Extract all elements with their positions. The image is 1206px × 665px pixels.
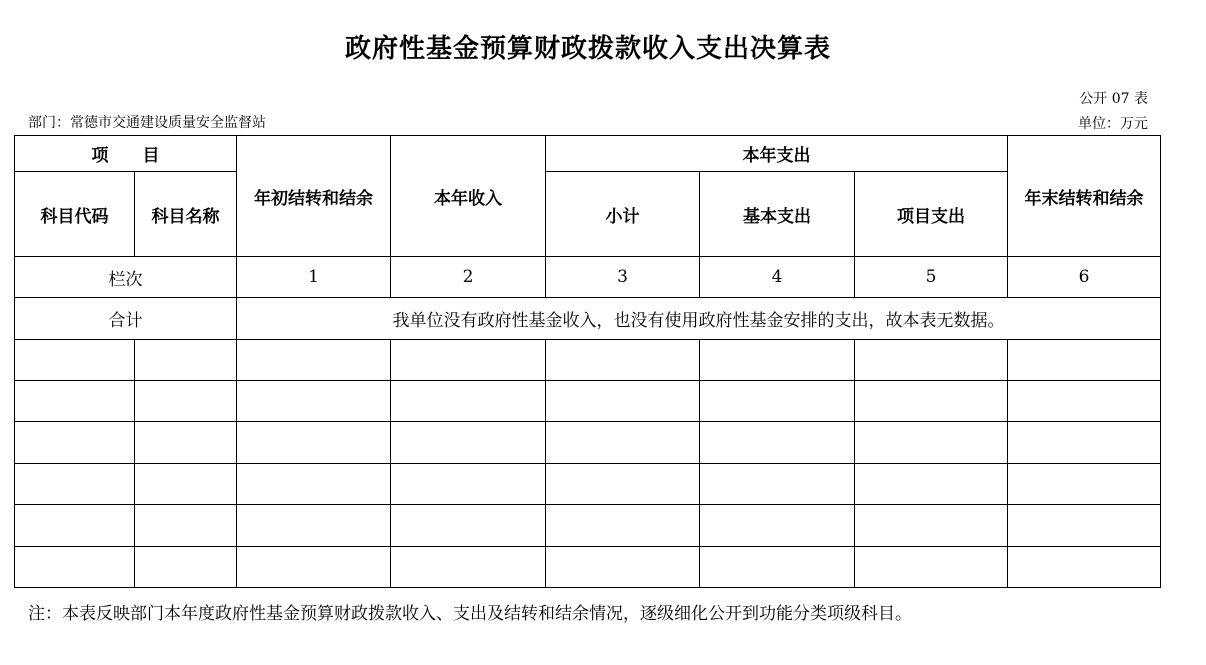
empty-cell — [135, 464, 237, 505]
column-number: 5 — [855, 257, 1008, 298]
header-opening-balance: 年初结转和结余 — [237, 136, 391, 257]
table-row — [15, 381, 1161, 422]
empty-cell — [1008, 381, 1161, 422]
header-closing-balance: 年末结转和结余 — [1008, 136, 1161, 257]
empty-cell — [1008, 340, 1161, 381]
empty-cell — [1008, 464, 1161, 505]
empty-cell — [855, 464, 1008, 505]
table-row — [15, 422, 1161, 464]
empty-cell — [135, 422, 237, 464]
no-data-message: 我单位没有政府性基金收入，也没有使用政府性基金安排的支出，故本表无数据。 — [237, 298, 1161, 340]
empty-cell — [15, 381, 135, 422]
empty-cell — [855, 547, 1008, 588]
column-number-label: 栏次 — [15, 257, 237, 298]
empty-cell — [391, 381, 546, 422]
total-row — [15, 298, 1161, 340]
empty-cell — [546, 505, 700, 547]
empty-cell — [700, 340, 855, 381]
column-number: 6 — [1008, 257, 1161, 298]
header-basic-expenditure: 基本支出 — [700, 172, 855, 257]
table-code: 公开 07 表 — [1079, 91, 1148, 107]
empty-cell — [546, 422, 700, 464]
header-row-2 — [15, 172, 1161, 257]
column-number-row — [15, 257, 1161, 298]
empty-cell — [1008, 505, 1161, 547]
empty-cell — [700, 464, 855, 505]
column-number: 1 — [237, 257, 391, 298]
empty-cell — [135, 547, 237, 588]
empty-cell — [237, 505, 391, 547]
empty-cell — [391, 464, 546, 505]
empty-cell — [546, 340, 700, 381]
empty-cell — [1008, 422, 1161, 464]
empty-cell — [855, 422, 1008, 464]
header-subject-name: 科目名称 — [135, 172, 237, 257]
table-row — [15, 505, 1161, 547]
table-row — [15, 340, 1161, 381]
column-number: 3 — [546, 257, 700, 298]
empty-cell — [391, 340, 546, 381]
empty-cell — [135, 505, 237, 547]
empty-cell — [855, 505, 1008, 547]
budget-table — [14, 135, 1161, 588]
empty-cell — [391, 422, 546, 464]
empty-cell — [135, 381, 237, 422]
empty-cell — [855, 381, 1008, 422]
empty-cell — [237, 422, 391, 464]
empty-cell — [237, 464, 391, 505]
empty-cell — [391, 505, 546, 547]
department-label: 部门：常德市交通建设质量安全监督站 — [28, 115, 266, 131]
column-number: 2 — [391, 257, 546, 298]
empty-cell — [546, 464, 700, 505]
empty-cell — [15, 464, 135, 505]
column-number: 4 — [700, 257, 855, 298]
header-subtotal: 小计 — [546, 172, 700, 257]
empty-cell — [237, 340, 391, 381]
empty-cell — [237, 381, 391, 422]
report-title: 政府性基金预算财政拨款收入支出决算表 — [344, 34, 831, 64]
table-row — [15, 464, 1161, 505]
empty-cell — [700, 547, 855, 588]
empty-cell — [1008, 547, 1161, 588]
total-label: 合计 — [15, 298, 237, 340]
header-income: 本年收入 — [391, 136, 546, 257]
empty-cell — [15, 547, 135, 588]
empty-cell — [135, 340, 237, 381]
empty-cell — [700, 505, 855, 547]
header-expenditure: 本年支出 — [546, 136, 1008, 172]
empty-cell — [15, 422, 135, 464]
empty-cell — [15, 505, 135, 547]
empty-cell — [855, 340, 1008, 381]
header-project-expenditure: 项目支出 — [855, 172, 1008, 257]
header-project: 项 目 — [15, 136, 237, 172]
empty-cell — [700, 381, 855, 422]
footnote: 注：本表反映部门本年度政府性基金预算财政拨款收入、支出及结转和结余情况，逐级细化公开到功能分类项级科目。 — [28, 604, 912, 624]
header-row-1 — [15, 136, 1161, 172]
empty-cell — [15, 340, 135, 381]
empty-cell — [700, 422, 855, 464]
header-subject-code: 科目代码 — [15, 172, 135, 257]
table-row — [15, 547, 1161, 588]
empty-cell — [546, 547, 700, 588]
empty-cell — [546, 381, 700, 422]
unit-label: 单位：万元 — [1078, 116, 1148, 132]
empty-cell — [391, 547, 546, 588]
empty-cell — [237, 547, 391, 588]
